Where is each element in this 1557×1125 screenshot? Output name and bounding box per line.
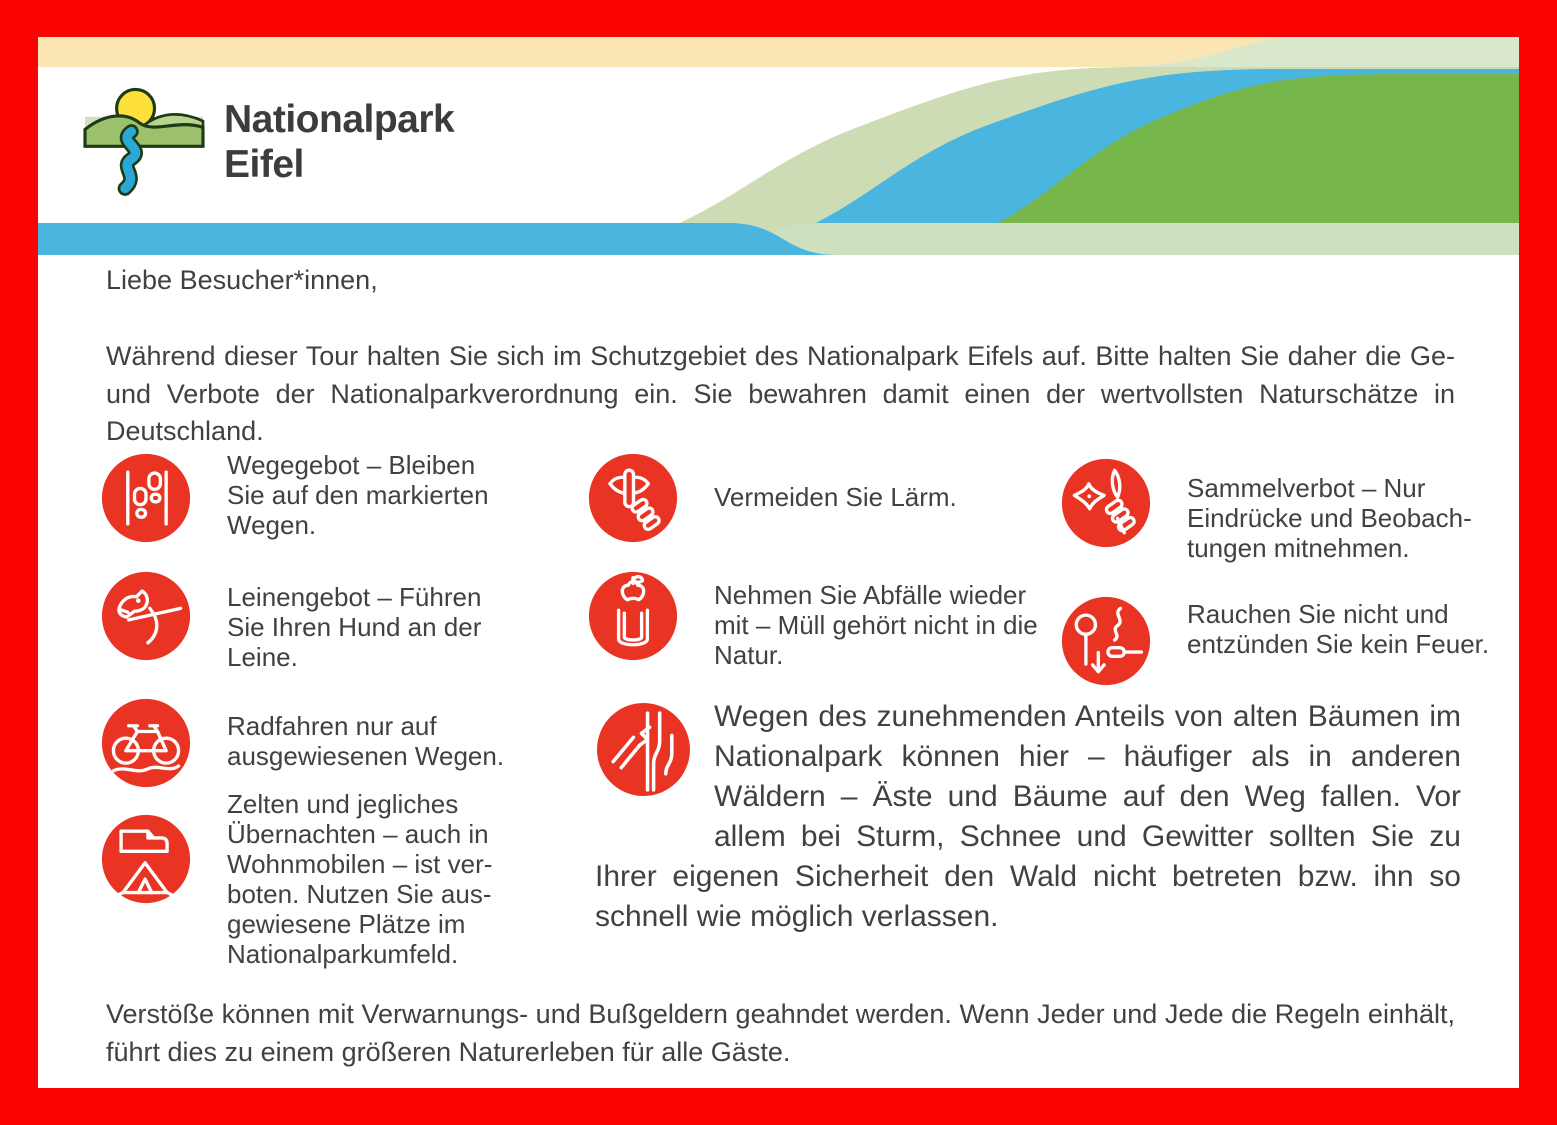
rule-text: Rauchen Sie nicht und entzünden Sie kein Feuer. [1187,599,1490,659]
rule-text: Wegegebot – Bleiben Sie auf den markierten Wegen. [227,450,489,540]
nationalpark-eifel-logo [80,81,208,199]
rule-text: Leinengebot – Führen Sie Ihren Hund an der Leine. [227,582,482,672]
no-smoking-fire-icon [1060,595,1152,687]
rule-text: Vermeiden Sie Lärm. [714,482,957,512]
footprints-trail-icon [100,452,192,544]
flyer-content [38,37,1519,1088]
falling-branch-icon [595,701,692,798]
rule-text: Sammelverbot – Nur Eindrücke und Beobachtungen mitnehmen. [1187,473,1472,563]
litter-bin-icon [587,570,679,662]
bicycle-icon [100,697,192,789]
dog-leash-icon [100,570,192,662]
logo-title-line2: Eifel [224,143,304,186]
camping-van-tent-icon [100,813,192,905]
quiet-shush-icon [587,452,679,544]
logo-title-line1: Nationalpark [224,98,455,141]
footer-paragraph: Verstöße können mit Verwarnungs- und Bußgeldern geahndet werden. Wenn Jeder und Jede die Regeln einhält, führt dies zu einem größeren Naturerleben für alle Gäste. [106,999,1455,1067]
logo-wordmark [224,97,454,187]
no-picking-flower-icon [1060,457,1152,549]
greeting-text: Liebe Besucher*innen, [106,265,378,295]
warning-paragraph: Wegen des zunehmenden Anteils von alten Bäumen im Nationalpark können hier – häufiger als in anderen Wäldern – Äste und Bäume auf den Weg fallen. Vor allem bei Sturm, Schnee und Gewitter sollten Sie zu Ihrer eigenen Sicherheit den Wald nicht betreten bzw. ihn so schnell wie möglich verlassen. [595,700,1461,933]
rule-text: Radfahren nur auf ausgewiesenen Wegen. [227,711,505,771]
rule-text: Nehmen Sie Abfälle wieder mit – Müll gehört nicht in die Natur. [714,580,1038,670]
intro-paragraph: Während dieser Tour halten Sie sich im Schutzgebiet des Nationalpark Eifels auf. Bitte halten Sie daher die Ge- und Verbote der Nationalparkverordnung ein. Sie bewahren damit einen der wertvollsten Naturschätze in Deutschland. [106,341,1455,446]
rule-text: Zelten und jegliches Übernachten – auch in Wohnmobilen – ist verboten. Nutzen Sie ausgewiesene Plätze im Nationalparkumfeld. [227,789,493,969]
warning-block [595,697,1461,937]
